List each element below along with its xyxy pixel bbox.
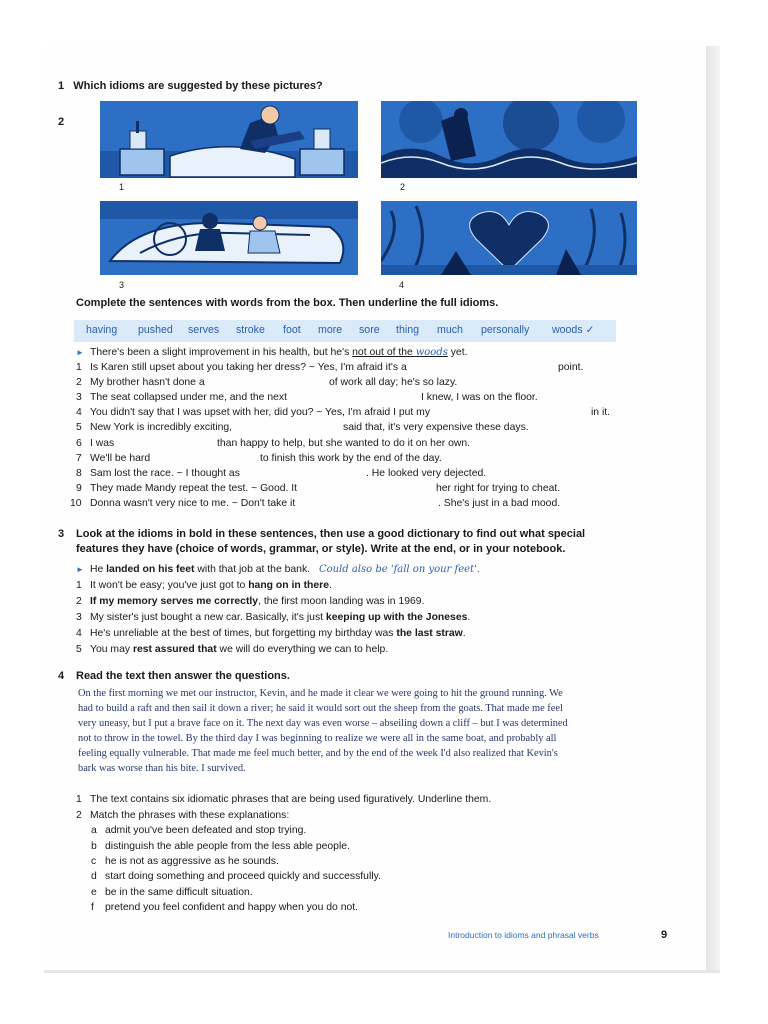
illustration-4 [381, 201, 637, 275]
ex2-item-10-end: . She's just in a bad mood. [438, 498, 561, 509]
ex2-item-1-end: point. [558, 362, 584, 373]
ex3-item-post: we will do everything we can to help. [216, 644, 389, 655]
ex3-item-4 [76, 627, 466, 641]
caption-2: 2 [400, 182, 406, 192]
reading-line: had to build a raft and then sail it down a river; he said it would sort out the sheep from the goats. That made me feel [78, 703, 563, 714]
ex2-item-text: You didn't say that I was upset with her, did you? ~ Yes, I'm afraid I put my [90, 407, 431, 418]
ex3-example-idiom: landed on his feet [106, 564, 195, 575]
ex3-item-pre: My sister's just bought a new car. Basically, it's just [90, 612, 326, 623]
ex3-item-5 [76, 643, 388, 657]
explanation-b [91, 840, 350, 854]
reading-line: very uneasy, but I put a brave face on it. The next day was even worse – abseiling down a cliff – but I was determined [78, 718, 568, 729]
page-edge-shadow [706, 46, 720, 972]
ex2-item-9-end: her right for trying to cheat. [436, 483, 561, 494]
ex3-item-2 [76, 595, 424, 609]
ex2-item-number: 4 [76, 407, 82, 418]
ex2-item-9 [76, 482, 297, 496]
ex2-item-number: 2 [76, 377, 82, 388]
caption-3: 3 [119, 280, 125, 290]
exercise-3-example [76, 563, 480, 577]
ex2-item-7-end: to finish this work by the end of the day. [260, 453, 442, 464]
ex2-item-number: 3 [76, 392, 82, 403]
ex2-item-6-end: than happy to help, but she wanted to do it on her own. [217, 438, 471, 449]
ex2-item-number: 10 [70, 498, 82, 509]
explanation-letter: b [91, 841, 97, 852]
example-idiom-text: not out of the [352, 347, 416, 358]
ex4-question-number: 2 [76, 810, 82, 821]
ex3-example-pre: He [90, 564, 107, 575]
explanation-a [91, 824, 306, 838]
ex3-item-3 [76, 611, 470, 625]
ex4-question-text: Match the phrases with these explanations: [90, 810, 290, 821]
ex4-question-1 [76, 793, 491, 807]
ex2-item-5 [76, 421, 232, 435]
illustration-1-svg [100, 101, 358, 178]
ex2-item-text: They made Mandy repeat the test. ~ Good. It [90, 483, 298, 494]
ex3-item-number: 4 [76, 628, 82, 639]
example-handwritten-answer: woods [415, 347, 448, 358]
explanation-f [91, 901, 358, 915]
illustration-3-svg [100, 201, 358, 275]
exercise-4-number: 4 [58, 670, 65, 682]
explanation-e [91, 886, 253, 900]
caption-4: 4 [399, 280, 405, 290]
ex2-item-text: Is Karen still upset about you taking her dress? ~ Yes, I'm afraid it's a [90, 362, 407, 373]
ex2-item-3 [76, 391, 287, 405]
ex2-item-number: 8 [76, 468, 82, 479]
ex2-item-text: The seat collapsed under me, and the next [90, 392, 287, 403]
ex2-item-number: 7 [76, 453, 82, 464]
ex2-item-10 [70, 497, 295, 511]
explanation-text: distinguish the able people from the less able people. [105, 841, 350, 852]
exercise-1-heading [58, 80, 323, 92]
reading-line: not to throw in the towel. By the third day I was beginning to realize we were all in the same boat, and probably all [78, 733, 557, 744]
word-more: more [318, 324, 343, 336]
ex2-item-4-end: in it. [591, 407, 611, 418]
example-arrow-icon: ► [76, 348, 84, 357]
ex3-item-number: 3 [76, 612, 82, 623]
reading-line: feeling equally vulnerable. That made me feel much better, and by the end of the week I'd also realized that Kevin's [78, 748, 558, 759]
ex3-handwritten-note: Could also be 'fall on your feet'. [318, 564, 480, 575]
illustration-1 [100, 101, 358, 178]
ex2-item-text: Donna wasn't very nice to me. ~ Don't take it [90, 498, 296, 509]
explanation-letter: d [91, 871, 97, 882]
ex2-item-8 [76, 467, 240, 481]
ex2-item-2-end: of work all day; he's so lazy. [329, 377, 458, 388]
exercise-1-number: 1 [58, 80, 65, 92]
ex2-item-text: My brother hasn't done a [90, 377, 205, 388]
ex2-item-number: 9 [76, 483, 82, 494]
ex3-example-post: with that job at the bank. [194, 564, 311, 575]
explanation-c [91, 855, 279, 869]
ex3-item-idiom: hang on in there [248, 580, 330, 591]
explanation-letter: e [91, 887, 97, 898]
word-sore: sore [359, 324, 380, 336]
word-stroke: stroke [236, 324, 265, 336]
ex3-item-pre: It won't be easy; you've just got to [90, 580, 249, 591]
word-having: having [86, 324, 118, 336]
reading-line: bark was worse than his bite. I survived. [78, 763, 246, 774]
ex2-item-text: New York is incredibly exciting, [90, 422, 233, 433]
explanation-text: start doing something and proceed quickly and successfully. [105, 871, 381, 882]
illustration-4-svg [381, 201, 637, 275]
explanation-d [91, 870, 381, 884]
caption-1: 1 [119, 182, 125, 192]
exercise-3-title-line-2: features they have (choice of words, grammar, or style). Write at the end, or in your notebook. [76, 543, 566, 555]
ex2-item-6 [76, 437, 114, 451]
exercise-3-number: 3 [58, 528, 65, 540]
footer-chapter-title: Introduction to idioms and phrasal verbs [448, 930, 599, 940]
ex3-item-pre: You may [90, 644, 133, 655]
illustration-2 [381, 101, 637, 178]
exercise-4-title: Read the text then answer the questions. [76, 670, 290, 682]
ex3-item-post: , the first moon landing was in 1969. [258, 596, 425, 607]
explanation-letter: f [91, 902, 94, 913]
ex4-question-2 [76, 809, 289, 823]
exercise-2-instruction: Complete the sentences with words from the box. Then underline the full idioms. [76, 297, 499, 309]
example-arrow-icon: ► [76, 565, 84, 574]
word-pushed: pushed [138, 324, 173, 336]
ex2-item-1 [76, 361, 407, 375]
example-text-post: yet. [447, 347, 468, 358]
reading-line: On the first morning we met our instructor, Kevin, and he made it clear we were going to hit the ground running. We [78, 688, 563, 699]
word-personally: personally [481, 324, 530, 336]
ex2-item-number: 1 [76, 362, 82, 373]
ex2-item-4 [76, 406, 430, 420]
illustration-2-svg [381, 101, 637, 178]
ex3-item-pre: He's unreliable at the best of times, but forgetting my birthday was [90, 628, 397, 639]
ex2-item-text: Sam lost the race. ~ I thought as [90, 468, 240, 479]
ex3-item-idiom: keeping up with the Joneses [325, 612, 468, 623]
ex3-item-number: 1 [76, 580, 82, 591]
example-idiom [352, 347, 448, 358]
explanation-text: admit you've been defeated and stop trying. [105, 825, 307, 836]
word-thing: thing [396, 324, 419, 336]
ex3-item-post: . [462, 628, 466, 639]
ex2-item-text: We'll be hard [90, 453, 151, 464]
word-serves: serves [188, 324, 220, 336]
page-number: 9 [661, 929, 668, 941]
ex2-item-7 [76, 452, 150, 466]
exercise-2-example [76, 346, 467, 360]
explanation-letter: c [91, 856, 97, 867]
explanation-text: he is not as aggressive as he sounds. [105, 856, 279, 867]
page-bottom-edge [44, 970, 720, 973]
explanation-letter: a [91, 825, 97, 836]
ex2-item-number: 6 [76, 438, 82, 449]
word-much: much [437, 324, 463, 336]
exercise-3-title-line-1: Look at the idioms in bold in these sentences, then use a good dictionary to find out what special [76, 528, 586, 540]
explanation-text: pretend you feel confident and happy when you do not. [105, 902, 359, 913]
ex3-item-number: 5 [76, 644, 82, 655]
explanation-text: be in the same difficult situation. [105, 887, 253, 898]
ex2-item-number: 5 [76, 422, 82, 433]
ex3-item-post: . [467, 612, 471, 623]
ex3-item-idiom: If my memory serves me correctly [90, 596, 259, 607]
ex3-item-1 [76, 579, 332, 593]
ex3-item-idiom: the last straw [396, 628, 463, 639]
ex3-item-number: 2 [76, 596, 82, 607]
exercise-1-title: Which idioms are suggested by these pictures? [73, 80, 323, 92]
illustration-3 [100, 201, 358, 275]
ex4-question-text: The text contains six idiomatic phrases that are being used figuratively. Underline them. [90, 794, 492, 805]
ex2-item-2 [76, 376, 205, 390]
ex4-question-number: 1 [76, 794, 82, 805]
ex3-item-post: . [329, 580, 332, 591]
ex2-item-text: I was [90, 438, 115, 449]
ex2-item-3-end: I knew, I was on the floor. [421, 392, 538, 403]
word-foot: foot [283, 324, 301, 336]
exercise-2-number: 2 [58, 116, 65, 128]
word-woods: woods ✓ [552, 324, 595, 336]
ex2-item-5-end: said that, it's very expensive these days. [343, 422, 529, 433]
ex2-item-8-end: . He looked very dejected. [366, 468, 487, 479]
ex3-item-idiom: rest assured that [132, 644, 217, 655]
example-text-pre: There's been a slight improvement in his health, but he's [90, 347, 353, 358]
reading-text [78, 686, 664, 776]
